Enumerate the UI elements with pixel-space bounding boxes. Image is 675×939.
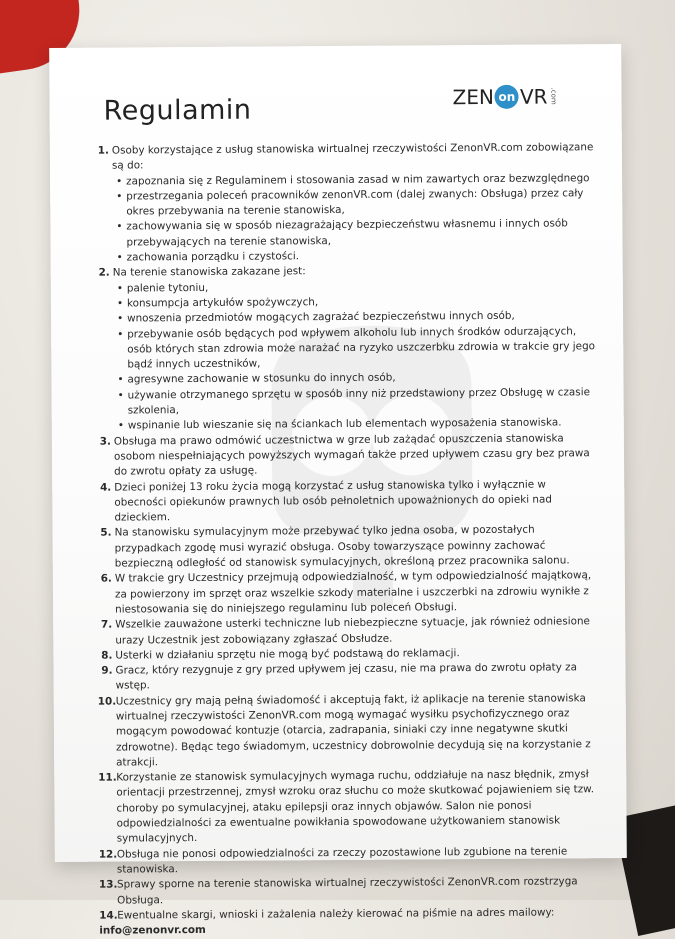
- rule-1-intro: Osoby korzystające z usług stanowiska wirtualnej rzeczywistości ZenonVR.com zobowiązane są do:: [111, 141, 594, 172]
- list-item: • zapoznania się z Regulaminem i stosowania zasad w nim zawartych oraz bezwzględnego: [116, 171, 590, 188]
- list-item: • konsumpcja artykułów spożywczych,: [116, 296, 319, 310]
- list-item: • agresywne zachowanie w stosunku do innych osób,: [117, 372, 396, 386]
- contact-email: info@zenonvr.com: [99, 924, 206, 937]
- rules-list: [94, 140, 600, 939]
- list-item: • używanie otrzymanego sprzętu w sposób inny niż przedstawiony przez Obsługę w czasie szkolenia,: [117, 385, 591, 417]
- list-item: • palenie tytoniu,: [116, 281, 209, 295]
- rule-3: 3. Obsługa ma prawo odmówić uczestnictwa w grze lub zażądać opuszczenia stanowiska osobom niespełniających powyższych wymagań także przed upływem czasu gry bez prawa do zwrotu opłaty za usługę.: [99, 432, 590, 478]
- rule-11: 11. Korzystanie ze stanowisk symulacyjnych wymaga ruchu, oddziałuje na nasz błędnik, zmysł orientacji przestrzennej, zmysł wzroku oraz słuchu co może skutkować pojawieniem się tzw. choroby po symulacyjnej, ataku epilepsji oraz innych objawów. Salon nie ponosi odpowiedzialności za ewentualne powikłania spowodowane użytkowaniem stanowisk symulacyjnych.: [98, 768, 595, 845]
- list-item: • zachowania porządku i czystości.: [116, 250, 300, 264]
- rule-4: 4. Dzieci poniżej 13 roku życia mogą korzystać z usług stanowiska tylko i wyłącznie w obecności opiekunów prawnych lub osób pełnoletnich upoważnionych do opieki nad dzieckiem.: [100, 478, 552, 524]
- rule-7: 7. Wszelkie zauważone usterki techniczne lub niebezpieczne sytuacje, jak również odniesione urazy Uczestnik jest zobowiązany zgłaszać Obsłudze.: [100, 615, 590, 647]
- rule-8: 8. Usterki w działaniu sprzętu nie mogą być podstawą do reklamacji.: [101, 646, 460, 662]
- page-title: Regulamin: [103, 94, 252, 127]
- rule-10: 10. Uczestnicy gry mają pełną świadomość i akceptują fakt, iż aplikacje na terenie stanowiska wirtualnej rzeczywistości ZenonVR.com mogą wymagać wysiłku psychofizycznego oraz mogącym powodować kontuzje (otarcia, zadrapania, siniaki czy inne negatywne skutki zdrowotne). Będąc tego świadomym, uczestnicy dobrowolnie decydują się na korzystanie z atrakcji.: [97, 691, 591, 769]
- zenonvr-logo: ZEN on VR .com: [452, 84, 558, 110]
- rule-1: 1. Osoby korzystające z usług stanowiska wirtualnej rzeczywistości ZenonVR.com zobowiązane są do: • zapoznania się z Regulaminem i stosowania zasad w nim zawartych oraz bezwzględnego • przestrzegania poleceń pracowników zenonVR.com (dalej zwanych: Obsługa) przez cały okres przebywania na terenie stanowiska, • zachowywania się w sposób niezagrażający bezpieczeństwu własnemu i innych osób przebywających na terenie stanowiska, • zachowania porządku i czystości.: [94, 140, 595, 266]
- rule-14: 14. Ewentualne skargi, wnioski i zażalenia należy kierować na piśmie na adres mailowy:: [99, 906, 555, 922]
- list-item: • wnoszenia przedmiotów mogących zagrażać bezpieczeństwu innych osób,: [117, 310, 515, 325]
- rule-12: 12. Obsługa nie ponosi odpowiedzialności za rzeczy pozostawione lub zgubione na terenie stanowiska.: [98, 845, 568, 876]
- regulations-sheet: [49, 44, 627, 937]
- rule-5: 5. Na stanowisku symulacyjnym może przebywać tylko jedna osoba, w pozostałych przypadkach zgodę musi wyrazić obsługa. Osoby towarzyszące powinny zachować bezpieczną odległość od stanowisk symulacyjnych, określoną przez pracownika salonu.: [100, 524, 570, 570]
- list-item: • przebywanie osób będących pod wpływem alkoholu lub innych środków odurzających, osób których stan zdrowia może narażać na ryzyko uszczerbku zdrowia w trakcie gry jego bądź innych uczestników,: [117, 324, 596, 371]
- rule-13: 13. Sprawy sporne na terenie stanowiska wirtualnej rzeczywistości ZenonVR.com rozstrzyga Obsługa.: [98, 875, 578, 907]
- rule-2: 2. Na terenie stanowiska zakazane jest: • palenie tytoniu, • konsumpcja artykułów spożywczych, • wnoszenia przedmiotów mogących zagrażać bezpieczeństwu innych osób, • przebywanie osób będących pod wpływem alkoholu lub innych środków odurzających, osób których stan zdrowia może narażać na ryzyko uszczerbku zdrowia w trakcie gry jego bądź innych uczestników, • agresywne zachowanie w stosunku do innych osób, • używanie otrzymanego sprzętu w sposób inny niż przedstawiony przez Obsługę w czasie szkolenia, • wspinanie lub wieszanie się na ściankach lub elementach wyposażenia stanowiska.: [95, 263, 596, 435]
- list-item: • zachowywania się w sposób niezagrażający bezpieczeństwu własnemu i innych osób przebywających na terenie stanowiska,: [116, 217, 568, 249]
- list-item: • wspinanie lub wieszanie się na ściankach lub elementach wyposażenia stanowiska.: [117, 416, 562, 432]
- rule-6: 6. W trakcie gry Uczestnicy przejmują odpowiedzialność, w tym odpowiedzialność majątkową, za powierzony im sprzęt oraz wszelkie szkody materialne i uszczerbki na zdrowiu wynikłe z niestosowania się do niniejszego regulaminu lub poleceń Obsługi.: [100, 569, 592, 616]
- rule-2-intro: Na terenie stanowiska zakazane jest:: [112, 265, 306, 279]
- list-item: • przestrzegania poleceń pracowników zenonVR.com (dalej zwanych: Obsługa) przez cały okres przebywania na terenie stanowiska,: [116, 187, 584, 218]
- rule-9: 9. Gracz, który rezygnuje z gry przed upływem jej czasu, nie ma prawa do zwrotu opłaty za wstęp.: [101, 661, 578, 692]
